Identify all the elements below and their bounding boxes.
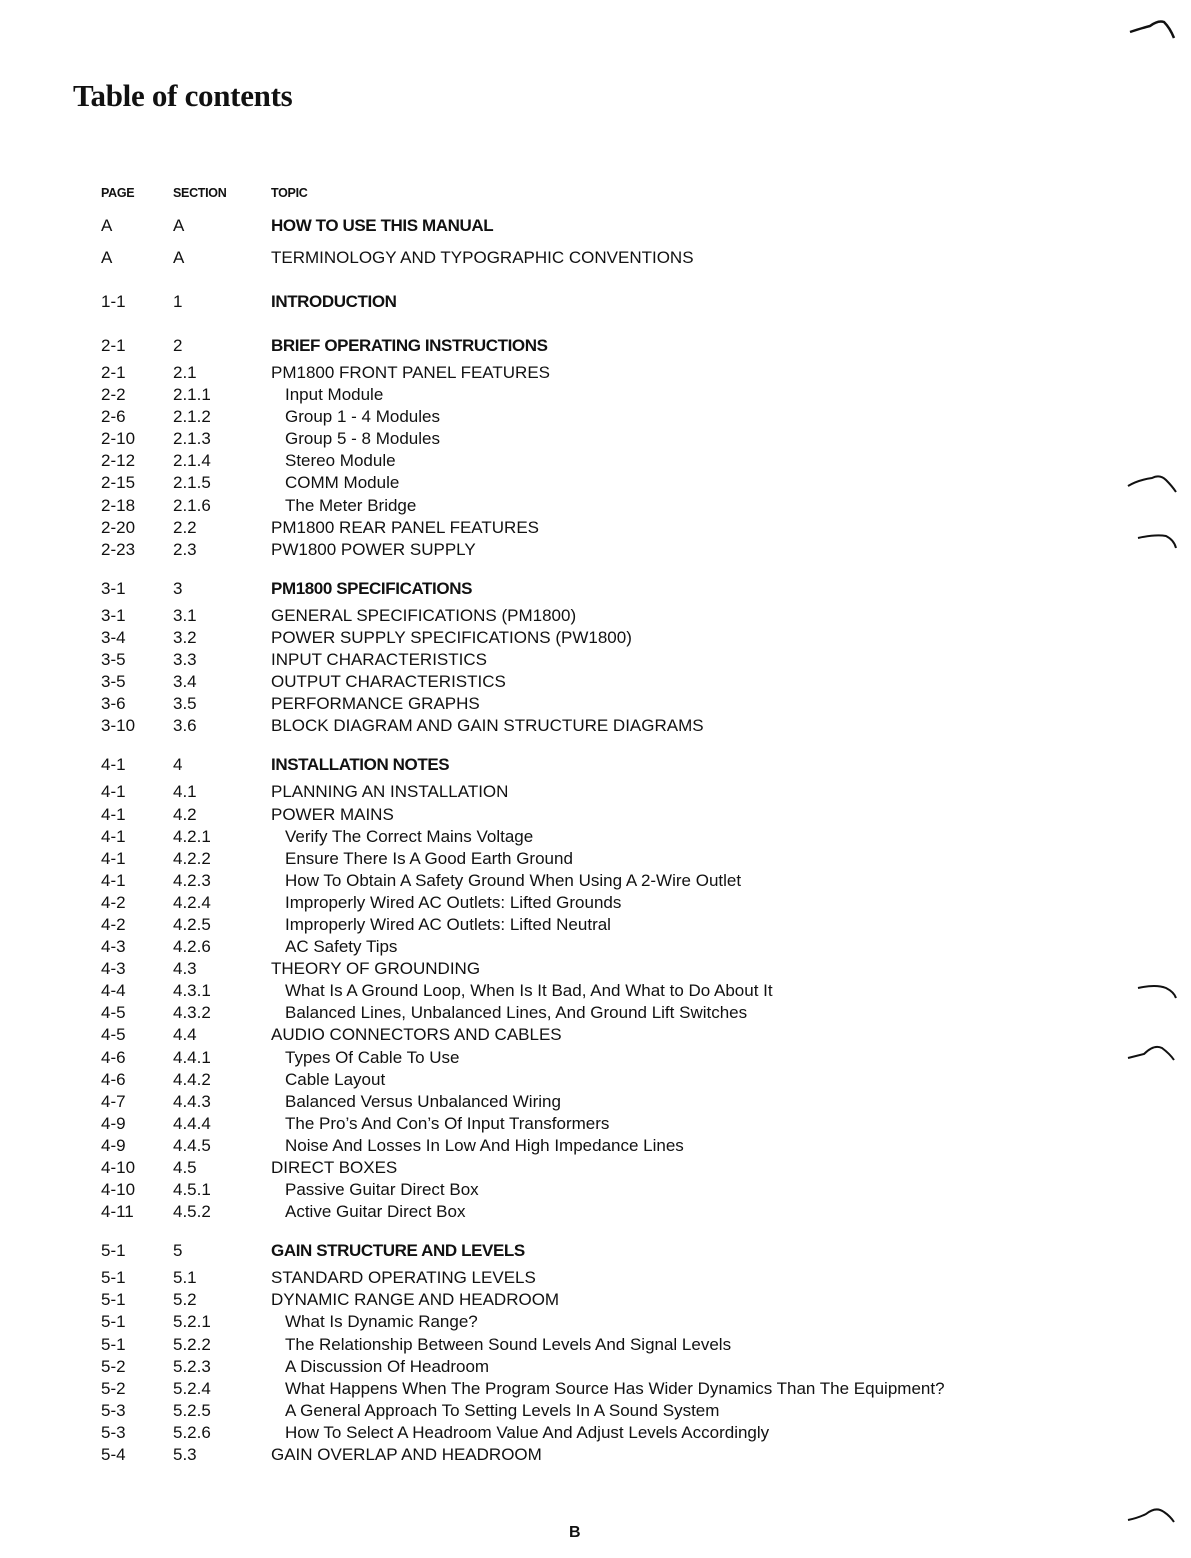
entry-section: 2.1.4: [173, 451, 211, 471]
entry-topic: BLOCK DIAGRAM AND GAIN STRUCTURE DIAGRAMS: [271, 716, 704, 736]
entry-section: 4: [173, 755, 183, 775]
entry-section: 4.4.2: [173, 1069, 211, 1089]
entry-page: 4-1: [101, 870, 126, 890]
toc-entry: [101, 870, 1121, 892]
entry-topic: THEORY OF GROUNDING: [271, 959, 481, 979]
toc-entry: [101, 1356, 1121, 1378]
entry-section: 5.2.1: [173, 1312, 211, 1332]
entry-topic: GENERAL SPECIFICATIONS (PM1800): [271, 605, 577, 625]
header-section: SECTION: [173, 186, 227, 200]
entry-topic: Improperly Wired AC Outlets: Lifted Grounds: [285, 892, 622, 912]
entry-page: 5-3: [101, 1422, 126, 1442]
scan-mark: [1124, 470, 1180, 496]
entry-section: 4.2.3: [173, 870, 211, 890]
toc-chapter-heading: [101, 1235, 1121, 1267]
toc-entry: [101, 804, 1121, 826]
entry-topic: What Is Dynamic Range?: [285, 1312, 478, 1332]
entry-topic: DIRECT BOXES: [271, 1158, 398, 1177]
entry-section: 2.1.3: [173, 429, 211, 449]
entry-section: 5.2.4: [173, 1378, 211, 1398]
entry-topic: AUDIO CONNECTORS AND CABLES: [271, 1025, 562, 1045]
entry-section: 4.1: [173, 782, 197, 802]
entry-page: 3-1: [101, 605, 126, 625]
entry-topic: What Happens When The Program Source Has Wider Dynamics Than The Equipment?: [285, 1378, 945, 1398]
entry-topic: Balanced Lines, Unbalanced Lines, And Ground Lift Switches: [285, 1003, 748, 1023]
chapter-gap: [101, 1223, 1121, 1235]
entry-page: 2-6: [101, 407, 126, 427]
scan-mark: [1136, 982, 1180, 1002]
entry-section: 2.1.1: [173, 385, 211, 405]
entry-page: 4-3: [101, 937, 126, 957]
entry-section: 4.2.6: [173, 937, 211, 957]
chapter-gap: [101, 274, 1121, 286]
entry-page: 3-4: [101, 627, 126, 647]
toc-entry: [101, 826, 1121, 848]
entry-page: 2-18: [101, 495, 136, 515]
toc-entry: [101, 517, 1121, 539]
entry-section: 5.2: [173, 1290, 197, 1310]
entry-topic: POWER MAINS: [271, 804, 394, 824]
toc-chapter-heading: [101, 242, 1121, 274]
toc-table: [101, 180, 1121, 1466]
entry-section: 4.3.2: [173, 1003, 211, 1023]
entry-section: 4.4: [173, 1025, 197, 1045]
entry-topic: PERFORMANCE GRAPHS: [271, 694, 480, 714]
entry-page: 4-1: [101, 755, 126, 775]
toc-entry: [101, 539, 1121, 561]
scan-mark: [1124, 1500, 1180, 1526]
entry-page: 5-3: [101, 1400, 126, 1420]
entry-page: 4-11: [101, 1202, 134, 1222]
toc-entry: [101, 715, 1121, 737]
toc-entry: [101, 693, 1121, 715]
entry-section: A: [173, 216, 185, 235]
entry-topic: AC Safety Tips: [285, 937, 398, 957]
entry-page: 4-9: [101, 1113, 126, 1133]
footer-page-letter: B: [569, 1524, 581, 1541]
entry-section: 2: [173, 336, 183, 355]
toc-entry: [101, 1311, 1121, 1333]
entry-page: 3-5: [101, 650, 126, 670]
entry-page: 4-1: [101, 848, 126, 868]
toc-entry: [101, 936, 1121, 958]
chapter-gap: [101, 737, 1121, 749]
toc-entry: [101, 1091, 1121, 1113]
entry-topic: The Meter Bridge: [285, 495, 417, 515]
scan-mark: [1136, 530, 1180, 552]
entry-page: 4-9: [101, 1135, 126, 1155]
entry-topic: PM1800 SPECIFICATIONS: [271, 578, 473, 598]
entry-section: 4.4.3: [173, 1091, 211, 1111]
entry-topic: Verify The Correct Mains Voltage: [285, 826, 534, 846]
toc-entry: [101, 472, 1121, 494]
chapter-gap: [101, 318, 1121, 330]
toc-entry: [101, 1047, 1121, 1069]
entry-section: 5.2.6: [173, 1422, 211, 1442]
entry-page: 4-5: [101, 1025, 126, 1045]
entry-page: 2-1: [101, 336, 126, 355]
entry-page: 4-4: [101, 981, 126, 1001]
entry-section: 5.2.2: [173, 1334, 211, 1354]
entry-page: 4-7: [101, 1091, 126, 1111]
toc-entry: [101, 1201, 1121, 1223]
scan-mark: [1128, 14, 1178, 44]
toc-entry: [101, 1157, 1121, 1179]
entry-page: 2-1: [101, 363, 126, 382]
entry-topic: Improperly Wired AC Outlets: Lifted Neutral: [285, 914, 611, 934]
entry-page: 4-1: [101, 782, 126, 802]
entry-page: A: [101, 216, 113, 235]
entry-topic: OUTPUT CHARACTERISTICS: [271, 672, 506, 692]
toc-entry: [101, 1334, 1121, 1356]
entry-section: 3.4: [173, 672, 197, 692]
entry-topic: TERMINOLOGY AND TYPOGRAPHIC CONVENTIONS: [271, 248, 694, 267]
entry-page: 1-1: [101, 292, 126, 311]
toc-entry: [101, 384, 1121, 406]
entry-topic: How To Select A Headroom Value And Adjust Levels Accordingly: [285, 1422, 770, 1442]
entry-page: 5-1: [101, 1268, 126, 1288]
toc-entry: [101, 1135, 1121, 1157]
entry-topic: PLANNING AN INSTALLATION: [271, 782, 509, 802]
toc-entry: [101, 1179, 1121, 1201]
entry-topic: Ensure There Is A Good Earth Ground: [285, 848, 573, 868]
entry-topic: Active Guitar Direct Box: [285, 1202, 466, 1222]
entry-page: 2-15: [101, 473, 136, 493]
toc-entry: [101, 1267, 1121, 1289]
entry-topic: Noise And Losses In Low And High Impedance Lines: [285, 1135, 684, 1155]
entry-page: 3-6: [101, 694, 126, 714]
toc-entry: [101, 914, 1121, 936]
header-page: PAGE: [101, 186, 135, 200]
entry-page: 4-1: [101, 804, 126, 824]
entry-topic: PM1800 REAR PANEL FEATURES: [271, 517, 539, 537]
entry-topic: DYNAMIC RANGE AND HEADROOM: [271, 1290, 560, 1310]
entry-topic: Passive Guitar Direct Box: [285, 1180, 479, 1200]
entry-topic: GAIN STRUCTURE AND LEVELS: [271, 1241, 525, 1261]
entry-topic: INPUT CHARACTERISTICS: [271, 650, 487, 670]
entry-topic: How To Obtain A Safety Ground When Using A 2-Wire Outlet: [285, 870, 742, 890]
toc-entry: [101, 1289, 1121, 1311]
entry-topic: INSTALLATION NOTES: [271, 755, 450, 775]
toc-body: [101, 210, 1121, 1466]
toc-entry: [101, 848, 1121, 870]
entry-section: 2.2: [173, 517, 197, 537]
entry-page: 4-6: [101, 1047, 126, 1067]
toc-entry: [101, 605, 1121, 627]
toc-entry: [101, 406, 1121, 428]
entry-topic: Balanced Versus Unbalanced Wiring: [285, 1091, 561, 1111]
chapter-gap: [101, 561, 1121, 573]
entry-topic: What Is A Ground Loop, When Is It Bad, And What to Do About It: [285, 981, 773, 1001]
entry-page: 4-1: [101, 826, 126, 846]
toc-entry: [101, 1002, 1121, 1024]
entry-page: 3-1: [101, 578, 126, 598]
entry-section: 4.3.1: [173, 981, 211, 1001]
entry-page: 3-10: [101, 716, 136, 736]
toc-entry: [101, 1113, 1121, 1135]
entry-topic: Cable Layout: [285, 1069, 386, 1089]
entry-section: 2.1.2: [173, 407, 211, 427]
entry-topic: The Pro’s And Con’s Of Input Transformers: [285, 1113, 610, 1133]
entry-topic: GAIN OVERLAP AND HEADROOM: [271, 1445, 542, 1465]
entry-section: 4.2: [173, 804, 197, 824]
entry-section: 4.5: [173, 1158, 197, 1177]
toc-entry: [101, 495, 1121, 517]
entry-section: 4.5.2: [173, 1202, 211, 1222]
entry-topic: BRIEF OPERATING INSTRUCTIONS: [271, 336, 548, 355]
entry-section: A: [173, 248, 185, 267]
toc-entry: [101, 627, 1121, 649]
toc-chapter: [101, 242, 1121, 274]
toc-chapter: [101, 561, 1121, 738]
entry-page: 2-10: [101, 429, 136, 449]
entry-section: 4.2.2: [173, 848, 211, 868]
toc-chapter: [101, 210, 1121, 242]
toc-chapter: [101, 318, 1121, 561]
entry-section: 2.3: [173, 539, 197, 559]
toc-entry: [101, 450, 1121, 472]
toc-chapter-heading: [101, 749, 1121, 781]
entry-section: 3.2: [173, 627, 197, 647]
toc-chapter: [101, 274, 1121, 318]
entry-section: 4.2.4: [173, 892, 211, 912]
entry-section: 3.6: [173, 716, 197, 736]
entry-page: 2-2: [101, 385, 126, 405]
toc-entry: [101, 1400, 1121, 1422]
toc-entry: [101, 1378, 1121, 1400]
entry-page: 2-23: [101, 539, 136, 559]
scan-mark: [1124, 1040, 1180, 1064]
entry-section: 5: [173, 1241, 183, 1261]
entry-page: 5-1: [101, 1312, 126, 1332]
entry-section: 5.2.3: [173, 1356, 211, 1376]
toc-chapter-heading: [101, 286, 1121, 318]
entry-section: 2.1.5: [173, 473, 211, 493]
entry-topic: A General Approach To Setting Levels In A Sound System: [285, 1400, 720, 1420]
entry-page: 4-2: [101, 914, 126, 934]
page-title: Table of contents: [73, 78, 293, 113]
toc-chapter-heading: [101, 210, 1121, 242]
entry-page: 5-1: [101, 1334, 126, 1354]
entry-section: 4.3: [173, 959, 197, 979]
toc-chapter: [101, 737, 1121, 1223]
entry-topic: A Discussion Of Headroom: [285, 1356, 490, 1376]
entry-topic: The Relationship Between Sound Levels And Signal Levels: [285, 1334, 732, 1354]
header-topic: TOPIC: [271, 186, 308, 200]
entry-topic: HOW TO USE THIS MANUAL: [271, 216, 494, 235]
entry-section: 4.5.1: [173, 1180, 211, 1200]
toc-chapter-heading: [101, 330, 1121, 362]
entry-section: 1: [173, 292, 183, 311]
entry-page: 5-4: [101, 1445, 126, 1465]
entry-topic: Group 1 - 4 Modules: [285, 407, 440, 427]
entry-section: 3.5: [173, 694, 197, 714]
entry-page: 4-10: [101, 1158, 136, 1177]
toc-entry: [101, 649, 1121, 671]
toc-chapter: [101, 1223, 1121, 1466]
entry-topic: COMM Module: [285, 473, 400, 493]
entry-section: 3: [173, 578, 183, 598]
toc-entry: [101, 428, 1121, 450]
toc-chapter-heading: [101, 573, 1121, 605]
entry-section: 5.3: [173, 1445, 197, 1465]
toc-header-row: [101, 180, 1121, 200]
entry-topic: STANDARD OPERATING LEVELS: [271, 1268, 536, 1288]
toc-entry: [101, 892, 1121, 914]
entry-topic: Group 5 - 8 Modules: [285, 429, 440, 449]
entry-topic: INTRODUCTION: [271, 292, 397, 311]
toc-entry: [101, 958, 1121, 980]
entry-page: A: [101, 248, 113, 267]
entry-section: 4.2.1: [173, 826, 211, 846]
entry-section: 4.4.5: [173, 1135, 211, 1155]
toc-entry: [101, 1069, 1121, 1091]
entry-topic: Types Of Cable To Use: [285, 1047, 460, 1067]
entry-page: 4-5: [101, 1003, 126, 1023]
toc-entry: [101, 1024, 1121, 1046]
entry-page: 5-1: [101, 1290, 126, 1310]
entry-page: 5-2: [101, 1378, 126, 1398]
toc-entry: [101, 671, 1121, 693]
entry-topic: Input Module: [285, 385, 384, 405]
entry-page: 4-3: [101, 959, 126, 979]
entry-topic: Stereo Module: [285, 451, 396, 471]
entry-page: 5-2: [101, 1356, 126, 1376]
entry-topic: POWER SUPPLY SPECIFICATIONS (PW1800): [271, 627, 632, 647]
entry-section: 3.1: [173, 605, 197, 625]
entry-page: 2-12: [101, 451, 136, 471]
entry-topic: PM1800 FRONT PANEL FEATURES: [271, 363, 550, 382]
entry-page: 3-5: [101, 672, 126, 692]
entry-page: 5-1: [101, 1241, 126, 1261]
entry-page: 2-20: [101, 517, 136, 537]
entry-page: 4-10: [101, 1180, 136, 1200]
entry-section: 3.3: [173, 650, 197, 670]
entry-section: 4.4.1: [173, 1047, 211, 1067]
entry-section: 4.2.5: [173, 914, 211, 934]
entry-page: 4-2: [101, 892, 126, 912]
toc-entry: [101, 1444, 1121, 1466]
entry-section: 2.1: [173, 363, 197, 382]
entry-section: 2.1.6: [173, 495, 211, 515]
toc-entry: [101, 362, 1121, 384]
entry-section: 4.4.4: [173, 1113, 211, 1133]
entry-section: 5.1: [173, 1268, 197, 1288]
toc-entry: [101, 1422, 1121, 1444]
entry-section: 5.2.5: [173, 1400, 211, 1420]
entry-page: 4-6: [101, 1069, 126, 1089]
entry-topic: PW1800 POWER SUPPLY: [271, 539, 476, 559]
toc-entry: [101, 980, 1121, 1002]
toc-entry: [101, 781, 1121, 803]
